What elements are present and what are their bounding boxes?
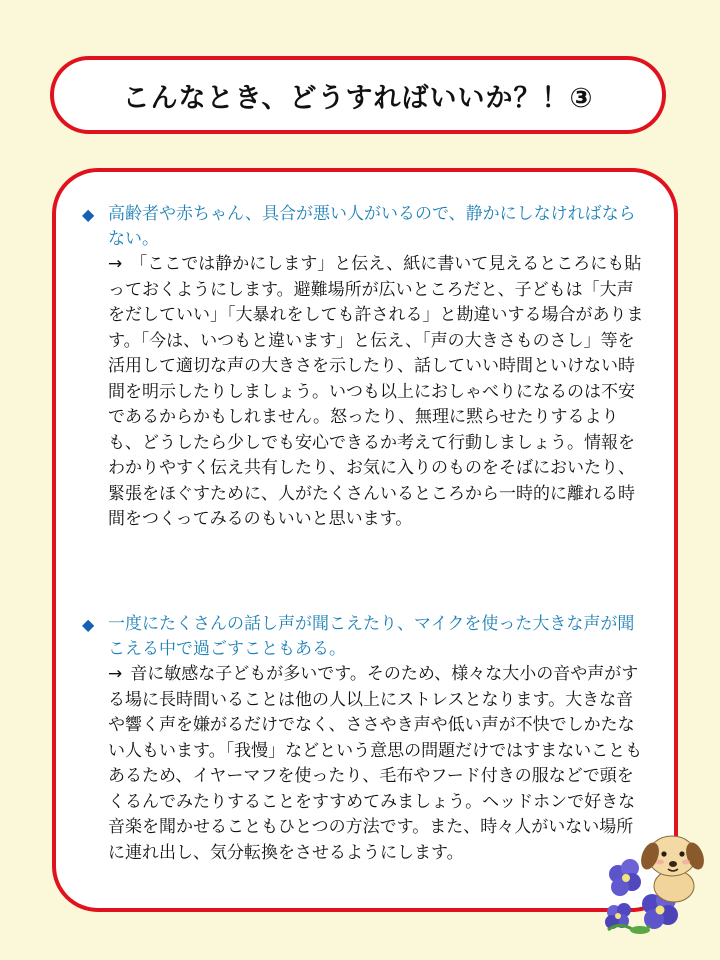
arrow-right-icon: → <box>108 664 123 684</box>
section-heading-text: 高齢者や赤ちゃん、具合が悪い人がいるので、静かにしなければならない。 <box>108 204 636 249</box>
section-body-text: 「ここでは静かにします」と伝え、紙に書いて見えるところにも貼っておくようにします。避難場所が広いところだと、子どもは「大声をだしていい」「大暴れをしても許される」と勘違いする場合があります。「今は、いつもと違います」と伝え、「声の大きさものさし」等を活用して適切な声の大きさを示したり、話していい時間といけない時間を明示したりしましょう。いつも以上におしゃべりになるのは不安であるからかもしれません。怒ったり、無理に黙らせたりするよりも、どうしたら少しでも安心できるか考えて行動しましょう。情報をわかりやすく伝え共有したり、お気に入りのものをそばにおいたり、緊張をほぐすために、人がたくさんいるところから一時的に離れる時間をつくってみるのもいいと思います。 <box>108 254 644 529</box>
section-heading-text: 一度にたくさんの話し声が聞こえたり、マイクを使った大きな声が聞こえる中で過ごすこともある。 <box>108 614 635 659</box>
diamond-bullet-icon: ◆ <box>82 205 95 224</box>
section-body <box>82 662 648 866</box>
section-heading <box>82 612 648 662</box>
diamond-bullet-icon: ◆ <box>82 615 95 634</box>
section-body <box>82 252 648 533</box>
arrow-right-icon: → <box>108 254 123 274</box>
violet-flower-icon <box>609 859 641 896</box>
puppy-with-flowers-icon <box>600 826 710 936</box>
section-quiet <box>82 202 648 533</box>
section-body-text: 音に敏感な子どもが多いです。そのため、様々な大小の音や声がする場に長時間いることは他の人以上にストレスとなります。大きな音や響く声を嫌がるだけでなく、ささやき声や低い声が不快でしかたない人もいます。「我慢」などという意思の問題だけではすまないこともあるため、イヤーマフを使ったり、毛布やフード付きの服などで頭をくるんでみたりすることをすすめてみましょう。ヘッドホンで好きな音楽を聞かせることもひとつの方法です。また、時々人がいない場所に連れ出し、気分転換をさせるようにします。 <box>108 664 643 863</box>
puppy-icon <box>638 836 708 902</box>
content-panel <box>52 168 678 912</box>
page-title: こんなとき、どうすればいいか？！③ <box>122 82 594 114</box>
section-noise <box>82 612 648 866</box>
title-banner <box>50 56 666 134</box>
section-heading <box>82 202 648 252</box>
